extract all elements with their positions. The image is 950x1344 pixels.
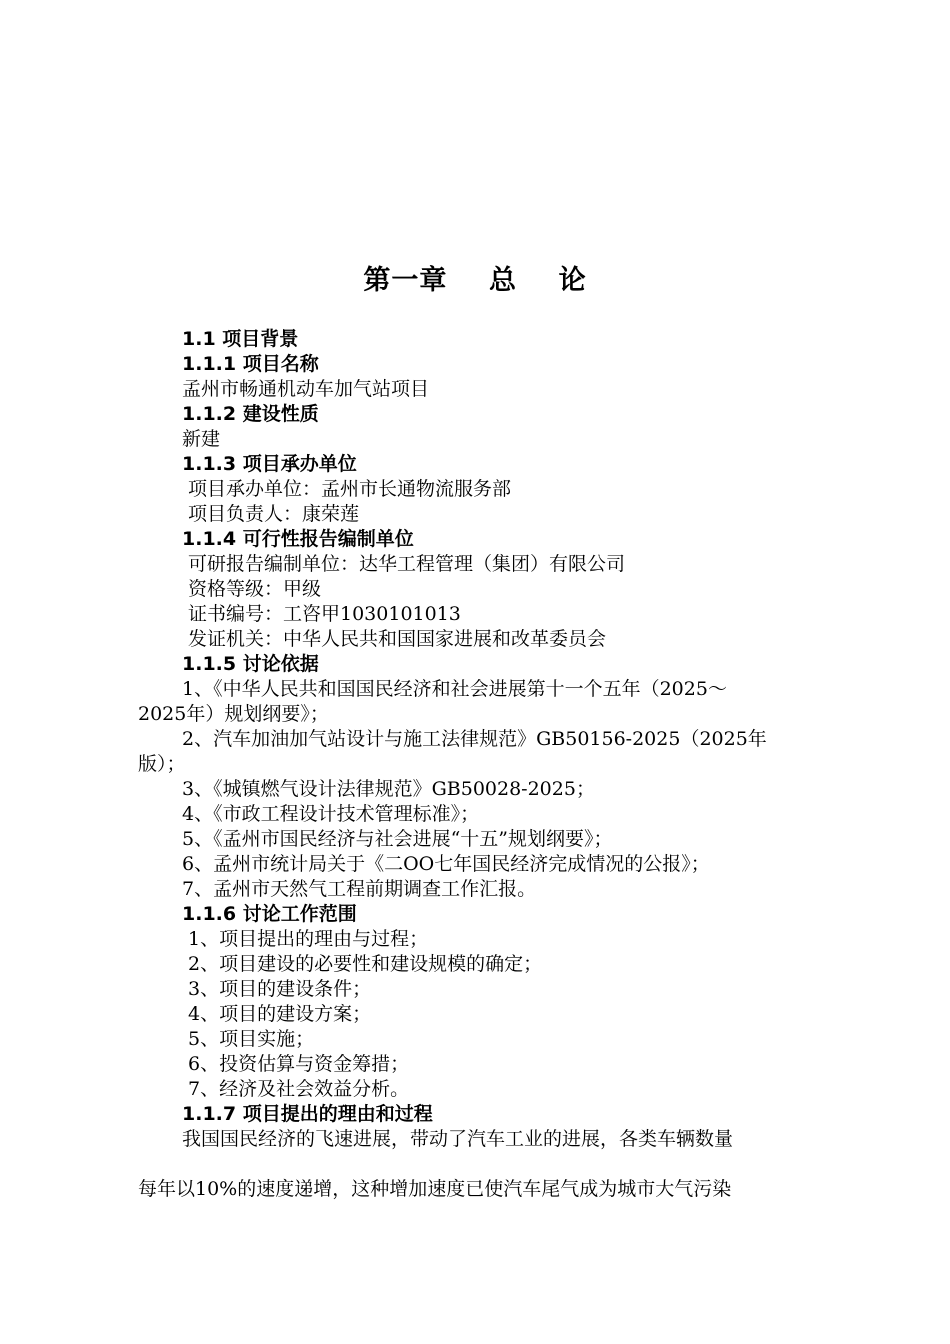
project-responsible: 项目负责人：康荣莲 <box>188 503 360 525</box>
scope-item: 6、投资估算与资金筹措； <box>188 1053 410 1075</box>
section-heading-1-1-3: 1.1.3 项目承办单位 <box>182 453 357 475</box>
section-heading-1-1-7: 1.1.7 项目提出的理由和过程 <box>182 1103 433 1125</box>
basis-item-cont: 2025年）规划纲要》； <box>138 703 329 725</box>
host-unit: 项目承办单位：孟州市长通物流服务部 <box>188 478 512 500</box>
scope-item: 2、项目建设的必要性和建设规模的确定； <box>188 953 543 975</box>
project-name: 孟州市畅通机动车加气站项目 <box>182 378 430 400</box>
scope-item: 5、项目实施； <box>188 1028 315 1050</box>
chapter-title: 第一章 总 论 <box>363 265 587 296</box>
basis-item-cont: 版）； <box>138 753 186 775</box>
basis-item: 2、汽车加油加气站设计与施工法律规范》GB50156-2025（2025年 <box>182 728 767 750</box>
certificate-number: 证书编号：工咨甲1030101013 <box>188 603 461 625</box>
section-heading-1-1-1: 1.1.1 项目名称 <box>182 353 319 375</box>
scope-item: 3、项目的建设条件； <box>188 978 372 1000</box>
body-paragraph-line: 每年以10%的速度递增，这种增加速度已使汽车尾气成为城市大气污染 <box>138 1178 732 1200</box>
basis-item: 6、孟州市统计局关于《二OO七年国民经济完成情况的公报》； <box>182 853 710 875</box>
basis-item: 3、《城镇燃气设计法律规范》GB50028-2025； <box>182 778 595 800</box>
section-heading-1-1-5: 1.1.5 讨论依据 <box>182 653 319 675</box>
report-compiler: 可研报告编制单位：达华工程管理（集团）有限公司 <box>188 553 626 575</box>
issuing-authority: 发证机关：中华人民共和国国家进展和改革委员会 <box>188 628 607 650</box>
basis-item: 1、《中华人民共和国国民经济和社会进展第十一个五年（2025～ <box>182 678 727 700</box>
basis-item: 5、《孟州市国民经济与社会进展“十五”规划纲要》； <box>182 828 613 850</box>
section-heading-1-1: 1.1 项目背景 <box>182 328 299 350</box>
scope-item: 1、项目提出的理由与过程； <box>188 928 429 950</box>
section-heading-1-1-6: 1.1.6 讨论工作范围 <box>182 903 357 925</box>
scope-item: 7、经济及社会效益分析。 <box>188 1078 410 1100</box>
section-heading-1-1-4: 1.1.4 可行性报告编制单位 <box>182 528 414 550</box>
scope-item: 4、项目的建设方案； <box>188 1003 372 1025</box>
section-heading-1-1-2: 1.1.2 建设性质 <box>182 403 319 425</box>
body-paragraph-line: 我国国民经济的飞速进展，带动了汽车工业的进展，各类车辆数量 <box>182 1128 734 1150</box>
basis-item: 4、《市政工程设计技术管理标准》； <box>182 803 480 825</box>
qualification-level: 资格等级：甲级 <box>188 578 322 600</box>
construction-nature: 新建 <box>182 428 221 450</box>
basis-item: 7、孟州市天然气工程前期调查工作汇报。 <box>182 878 537 900</box>
